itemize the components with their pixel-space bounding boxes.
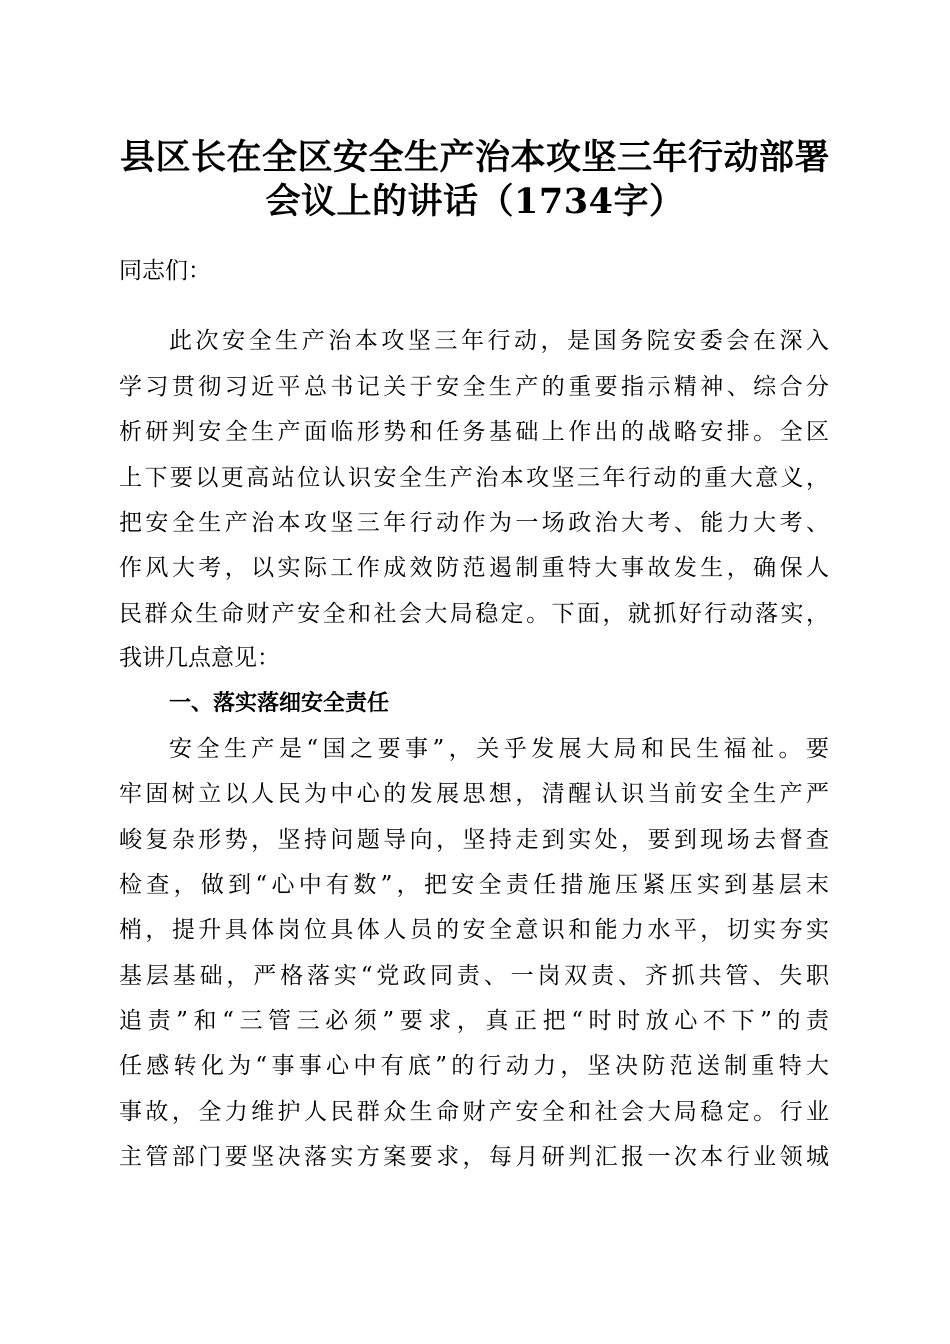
- paragraph-1-line-5: 把安全生产治本攻坚三年行动作为一场政治大考、能力大考、: [119, 510, 829, 536]
- paragraph-1-line-3: 析研判安全生产面临形势和任务基础上作出的战略安排。全区: [119, 419, 829, 445]
- document-title-line-2: 会议上的讲话（1734字）: [265, 181, 685, 222]
- paragraph-2-line-7: 追责”和“三管三必须”要求，真正把“时时放心不下”的责: [119, 1008, 829, 1034]
- paragraph-2-line-8: 任感转化为“事事心中有底”的行动力，坚决防范送制重特大: [119, 1053, 829, 1079]
- paragraph-2-line-4: 检查，做到“心中有数”，把安全责任措施压紧压实到基层末: [119, 872, 829, 898]
- section-1-heading: 一、落实落细安全责任: [169, 691, 390, 716]
- paragraph-2-line-6: 基层基础，严格落实“党政同责、一岗双责、齐抓共管、失职: [119, 963, 829, 989]
- paragraph-2-line-10: 主管部门要坚决落实方案要求，每月研判汇报一次本行业领城: [119, 1144, 829, 1170]
- paragraph-1-line-7: 民群众生命财产安全和社会大局稳定。下面，就抓好行动落实，: [119, 601, 829, 627]
- paragraph-1-line-8: 我讲几点意见：: [119, 645, 280, 671]
- document-title-line-1: 县区长在全区安全生产治本攻坚三年行动部署: [119, 137, 830, 178]
- paragraph-1-line-4: 上下要以更高站位认识安全生产治本攻坚三年行动的重大意义，: [119, 465, 829, 491]
- paragraph-2-line-9: 事故，全力维护人民群众生命财产安全和社会大局稳定。行业: [119, 1099, 829, 1125]
- paragraph-1-line-1: 此次安全生产治本攻坚三年行动，是国务院安委会在深入: [169, 328, 829, 354]
- paragraph-2-line-2: 牢固树立以人民为中心的发展思想，清醒认识当前安全生产严: [119, 781, 829, 807]
- paragraph-2-line-1: 安全生产是“国之要事”，关乎发展大局和民生福祉。要: [169, 736, 829, 762]
- paragraph-1-line-2: 学习贯彻习近平总书记关于安全生产的重要指示精神、综合分: [119, 374, 829, 400]
- paragraph-1-line-6: 作风大考，以实际工作成效防范遏制重特大事故发生，确保人: [119, 555, 829, 581]
- paragraph-2-line-5: 梢，提升具体岗位具体人员的安全意识和能力水平，切实夯实: [119, 917, 829, 943]
- paragraph-2-line-3: 峻复杂形势，坚持问题导向，坚持走到实处，要到现场去督查: [119, 827, 829, 853]
- salutation: 同志们：: [119, 258, 211, 284]
